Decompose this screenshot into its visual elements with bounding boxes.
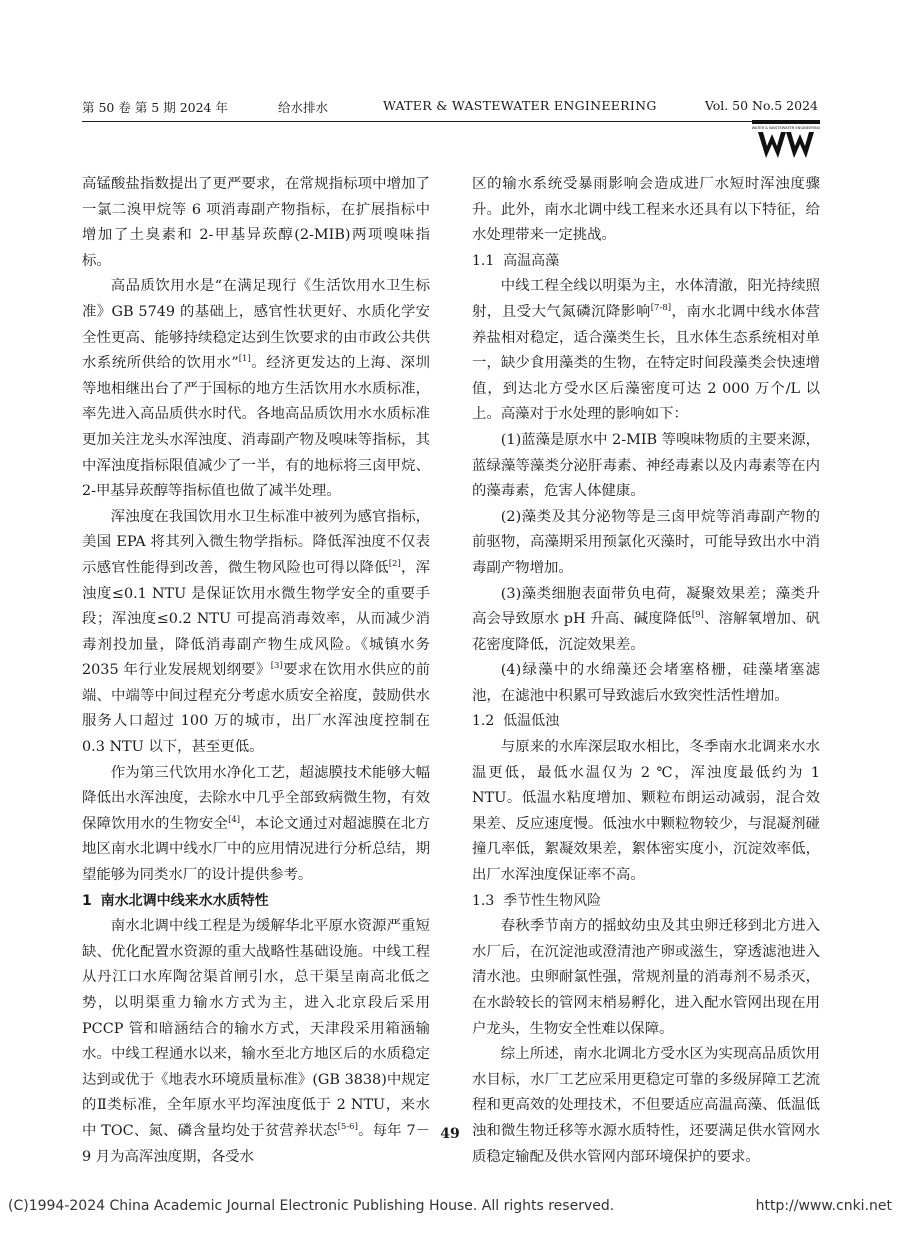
paragraph: 中线工程全线以明渠为主，水体清澈，阳光持续照射，且受大气氮磷沉降影响[7-8]，南水北调中线水体营养盐相对稳定，适合藻类生长，且水体生态系统相对单一，缺少食用藻类的生物，在特定时间段藻类会快速增值，到达北方受水区后藻密度可达 2 000 万个/L 以上。高藻对于水处理的影响如下： bbox=[472, 278, 820, 423]
paragraph: 浑浊度在我国饮用水卫生标准中被列为感官指标，美国 EPA 将其列入微生物学指标。降低浑浊度不仅表示感官性能得到改善，微生物风险也可得以降低[2]，浑浊度≤0.1 NTU 是保证饮用水微生物学安全的重要手段；浑浊度≤0.2 NTU 可提高消毒效率，从而减少消毒剂投加量，降低消毒副产物生成风险。《城镇水务 2035 年行业发展规划纲要》[3]要求在饮用水供应的前端、中端等中间过程充分考虑水质安全裕度，鼓励供水服务人口超过 100 万的城市，出厂水浑浊度控制在 0.3 NTU 以下，甚至更低。 bbox=[82, 508, 430, 756]
left-column bbox=[82, 172, 430, 1170]
footer-copyright: (C)1994-2024 China Academic Journal Electronic Publishing House. All rights reserved. bbox=[8, 1198, 615, 1214]
paragraph: 区的输水系统受暴雨影响会造成进厂水短时浑浊度骤升。此外，南水北调中线工程来水还具有以下特征，给水处理带来一定挑战。 bbox=[472, 176, 820, 244]
journal-logo-icon bbox=[752, 120, 820, 160]
logo-text: WATER & WASTEWATER ENGINEERING bbox=[752, 126, 820, 130]
subsection-heading: 1.2 低温低浊 bbox=[472, 713, 560, 730]
subsection-heading: 1.3 季节性生物风险 bbox=[472, 892, 602, 909]
page-number: 49 bbox=[440, 1126, 460, 1142]
header-journal-cn: 给水排水 bbox=[278, 100, 329, 115]
paragraph: (3)藻类细胞表面带负电荷，凝聚效果差；藻类升高会导致原水 pH 升高、碱度降低[9]、溶解氧增加、矾花密度降低，沉淀效果差。 bbox=[472, 585, 820, 653]
paragraph: (2)藻类及其分泌物等是三卤甲烷等消毒副产物的前驱物，高藻期采用预氯化灭藻时，可能导致出水中消毒副产物增加。 bbox=[472, 508, 820, 576]
section-heading: 1 南水北调中线来水水质特性 bbox=[82, 892, 269, 909]
header-volume: Vol. 50 No.5 2024 bbox=[704, 98, 818, 113]
right-column bbox=[472, 172, 820, 1170]
paragraph: 高锰酸盐指数提出了更严要求，在常规指标项中增加了一氯二溴甲烷等 6 项消毒副产物指标，在扩展指标中增加了土臭素和 2-甲基异莰醇(2-MIB)两项嗅味指标。 bbox=[82, 176, 430, 269]
citation: [5-6] bbox=[337, 1122, 358, 1133]
running-header bbox=[82, 98, 818, 120]
citation: [1] bbox=[238, 354, 251, 365]
paragraph: 作为第三代饮用水净化工艺，超滤膜技术能够大幅降低出水浑浊度，去除水中几乎全部致病微生物，有效保障饮用水的生物安全[4]，本论文通过对超滤膜在北方地区南水北调中线水厂中的应用情况进行分析总结，期望能够为同类水厂的设计提供参考。 bbox=[82, 764, 430, 884]
citation: [2] bbox=[388, 559, 401, 570]
paragraph: 高品质饮用水是“在满足现行《生活饮用水卫生标准》GB 5749 的基础上，感官性状更好、水质化学安全性更高、能够持续稳定达到生饮要求的由市政公共供水系统所供给的饮用水”[1]。经济更发达的上海、深圳等地相继出台了严于国标的地方生活饮用水水质标准，率先进入高品质供水时代。各地高品质饮用水水质标准更加关注龙头水浑浊度、消毒副产物及嗅味等指标，其中浑浊度指标限值减少了一半，有的地标将三卤甲烷、2-甲基异莰醇等指标值也做了减半处理。 bbox=[82, 278, 430, 500]
paragraph: 与原来的水库深层取水相比，冬季南水北调来水水温更低，最低水温仅为 2 ℃，浑浊度最低约为 1 NTU。低温水粘度增加、颗粒布朗运动减弱，混合效果差、反应速度慢。低浊水中颗粒物较少，与混凝剂碰撞几率低，絮凝效果差，絮体密实度小，沉淀效率低，出厂水浑浊度保证率不高。 bbox=[472, 739, 820, 884]
paragraph: 综上所述，南水北调北方受水区为实现高品质饮用水目标，水厂工艺应采用更稳定可靠的多级屏障工艺流程和更高效的处理技术，不但要适应高温高藻、低温低浊和微生物迁移等水源水质特性，还要满足供水管网水质稳定输配及供水管网内部环境保护的要求。 bbox=[472, 1046, 820, 1165]
subsection-heading: 1.1 高温高藻 bbox=[472, 252, 560, 269]
paragraph: 春秋季节南方的摇蚊幼虫及其虫卵迁移到北方进入水厂后，在沉淀池或澄清池产卵或滋生，穿透滤池进入清水池。虫卵耐氯性强，常规剂量的消毒剂不易杀灭，在水龄较长的管网末梢易孵化，进入配水管网出现在用户龙头，生物安全性难以保障。 bbox=[472, 918, 820, 1037]
paragraph: (1)蓝藻是原水中 2-MIB 等嗅味物质的主要来源，蓝绿藻等藻类分泌肝毒素、神经毒素以及内毒素等在内的藻毒素，危害人体健康。 bbox=[472, 431, 820, 500]
paragraph: 南水北调中线工程是为缓解华北平原水资源严重短缺、优化配置水资源的重大战略性基础设施。中线工程从丹江口水库陶岔渠首闸引水，总干渠呈南高北低之势，以明渠重力输水方式为主，进入北京段后采用 PCCP 管和暗涵结合的输水方式，天津段采用箱涵输水。中线工程通水以来，输水至北方地区后的水质稳定达到或优于《地表水环境质量标准》(GB 3838)中规定的Ⅱ类标准，全年原水平均浑浊度低于 2 NTU，来水中 TOC、氮、磷含量均处于贫营养状态[5-6]。每年 7－9 月为高浑浊度期，各受水 bbox=[82, 918, 431, 1165]
header-issue: 第 50 卷 第 5 期 2024 年 bbox=[82, 100, 228, 115]
paragraph: (4)绿藻中的水绵藻还会堵塞格栅，硅藻堵塞滤池，在滤池中积累可导致滤后水致突性活性增加。 bbox=[472, 662, 820, 704]
citation: [4] bbox=[228, 815, 241, 826]
header-rule bbox=[82, 121, 818, 122]
header-journal-en: WATER & WASTEWATER ENGINEERING bbox=[383, 98, 657, 113]
citation: [9] bbox=[691, 610, 704, 621]
citation: [3] bbox=[270, 661, 283, 672]
citation: [7-8] bbox=[650, 303, 672, 314]
footer-url[interactable]: http://www.cnki.net bbox=[755, 1198, 892, 1214]
